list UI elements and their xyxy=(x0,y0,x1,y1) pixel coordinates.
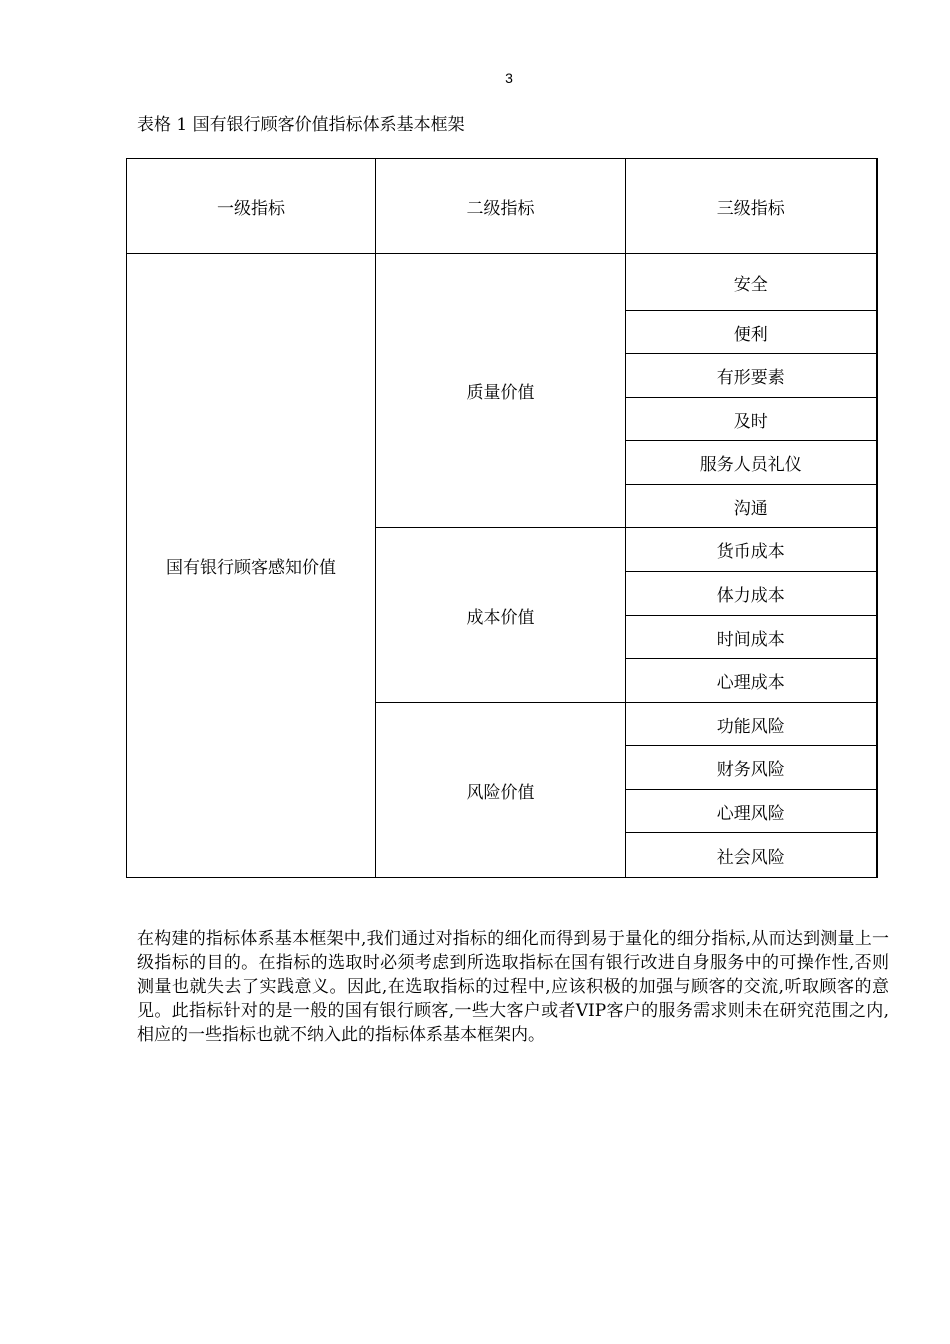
level3-cell: 功能风险 xyxy=(626,703,877,746)
indicator-table xyxy=(126,158,878,878)
level2-cell-cost: 成本价值 xyxy=(376,528,626,703)
header-level1: 一级指标 xyxy=(127,159,376,254)
table-caption: 表格 1 国有银行顾客价值指标体系基本框架 xyxy=(137,115,465,135)
page-number: 3 xyxy=(505,70,513,86)
level3-cell: 时间成本 xyxy=(626,616,877,659)
level3-cell: 有形要素 xyxy=(626,354,877,398)
level2-cell-quality: 质量价值 xyxy=(376,254,626,528)
level3-cell: 便利 xyxy=(626,311,877,354)
level3-cell: 体力成本 xyxy=(626,572,877,616)
level3-cell: 社会风险 xyxy=(626,833,877,878)
level3-cell: 服务人员礼仪 xyxy=(626,441,877,485)
level3-cell: 心理成本 xyxy=(626,659,877,703)
level3-cell: 及时 xyxy=(626,398,877,441)
level3-cell: 沟通 xyxy=(626,485,877,528)
body-paragraph: 在构建的指标体系基本框架中,我们通过对指标的细化而得到易于量化的细分指标,从而达到测量上一级指标的目的。在指标的选取时必须考虑到所选取指标在国有银行改进自身服务中的可操作性,否则测量也就失去了实践意义。因此,在选取指标的过程中,应该积极的加强与顾客的交流,听取顾客的意见。此指标针对的是一般的国有银行顾客,一些大客户或者VIP客户的服务需求则未在研究范围之内,相应的一些指标也就不纳入此的指标体系基本框架内。 xyxy=(137,929,889,1045)
level3-cell: 心理风险 xyxy=(626,790,877,833)
level3-cell: 财务风险 xyxy=(626,746,877,790)
level3-cell: 安全 xyxy=(626,254,877,311)
level2-cell-risk: 风险价值 xyxy=(376,703,626,878)
header-level2: 二级指标 xyxy=(376,159,626,254)
table-header-row xyxy=(127,159,877,254)
table-row xyxy=(127,254,877,311)
header-level3: 三级指标 xyxy=(626,159,877,254)
level3-cell: 货币成本 xyxy=(626,528,877,572)
level1-cell: 国有银行顾客感知价值 xyxy=(127,254,376,878)
